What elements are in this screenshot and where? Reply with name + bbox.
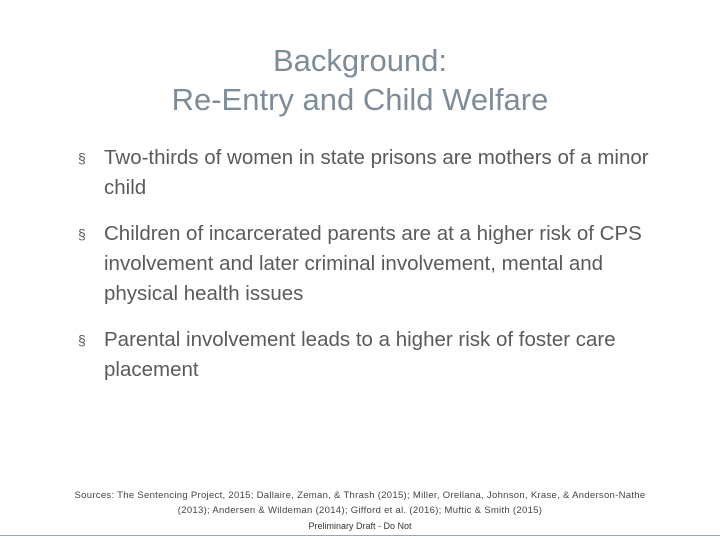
bullet-square-icon: § xyxy=(78,150,86,166)
bullet-item xyxy=(78,325,678,385)
bullet-square-icon: § xyxy=(78,226,86,242)
bullet-item xyxy=(78,219,678,309)
bullet-square-icon: § xyxy=(78,332,86,348)
bullet-text: Two-thirds of women in state prisons are mothers of a minor child xyxy=(104,146,649,199)
sources-citation: Sources: The Sentencing Project, 2015; Dallaire, Zeman, & Thrash (2015); Miller, Orellana, Johnson, Krase, & Anderson-Nathe (2013); Andersen & Wildeman (2014); Gifford et al. (2016); Muftic & Smith (2015) xyxy=(74,490,646,516)
footer-draft-notice: Preliminary Draft - Do Not xyxy=(308,521,412,531)
bullet-text: Parental involvement leads to a higher risk of foster care placement xyxy=(104,328,616,381)
bullet-item xyxy=(78,143,678,203)
bullet-list xyxy=(78,143,678,401)
footer-divider xyxy=(0,535,720,536)
bullet-text: Children of incarcerated parents are at a higher risk of CPS involvement and later criminal involvement, mental and physical health issues xyxy=(104,222,642,305)
title-line-1: Background: xyxy=(272,42,448,78)
title-line-2: Re-Entry and Child Welfare xyxy=(171,81,549,117)
slide-title xyxy=(0,41,720,119)
